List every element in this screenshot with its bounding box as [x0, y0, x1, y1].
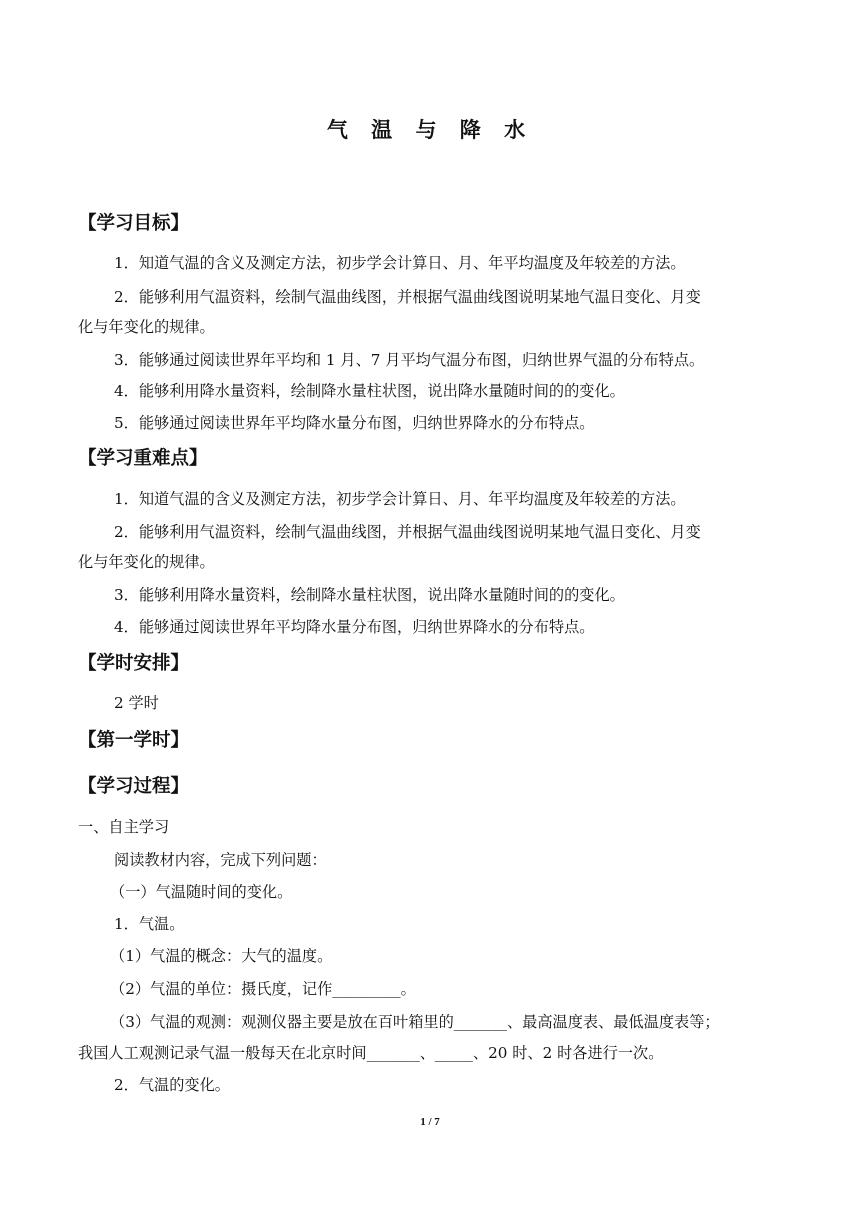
objectives-heading: 【学习目标】 — [78, 213, 190, 234]
keypoints-line: 3．能够利用降水量资料，绘制降水量柱状图，说出降水量随时间的的变化。 — [114, 586, 625, 604]
process-line: （1）气温的概念：大气的温度。 — [110, 947, 333, 965]
schedule-heading: 【学时安排】 — [78, 653, 190, 674]
objectives-line: 5．能够通过阅读世界年平均降水量分布图，归纳世界降水的分布特点。 — [114, 414, 595, 432]
objectives-line: 1．知道气温的含义及测定方法，初步学会计算日、月、年平均温度及年较差的方法。 — [114, 254, 686, 272]
objectives-line: 3．能够通过阅读世界年平均和 1 月、7 月平均气温分布图，归纳世界气温的分布特点。 — [114, 351, 705, 369]
process-line: （一）气温随时间的变化。 — [110, 883, 293, 901]
keypoints-line: 1．知道气温的含义及测定方法，初步学会计算日、月、年平均温度及年较差的方法。 — [114, 490, 686, 508]
process-line: 2．气温的变化。 — [114, 1076, 230, 1094]
keypoints-line: 2．能够利用气温资料，绘制气温曲线图，并根据气温曲线图说明某地气温日变化、月变 — [114, 523, 701, 541]
page-title: 气 温 与 降 水 — [326, 118, 534, 142]
process-line: 我国人工观测记录气温一般每天在北京时间_______、_____、20 时、2 时各进行一次。 — [78, 1044, 664, 1062]
process-line: （3）气温的观测：观测仪器主要是放在百叶箱里的_______、最高温度表、最低温度表等； — [110, 1013, 720, 1031]
page-number: 1 / 7 — [420, 1116, 440, 1128]
keypoints-line: 4．能够通过阅读世界年平均降水量分布图，归纳世界降水的分布特点。 — [114, 618, 595, 636]
process-line: （2）气温的单位：摄氏度，记作_________。 — [110, 980, 416, 998]
first-period-heading: 【第一学时】 — [78, 730, 190, 751]
process-heading: 【学习过程】 — [78, 776, 190, 797]
keypoints-line: 化与年变化的规律。 — [78, 553, 215, 571]
schedule-text: 2 学时 — [114, 694, 159, 712]
keypoints-heading: 【学习重难点】 — [78, 448, 208, 469]
objectives-line: 化与年变化的规律。 — [78, 318, 215, 336]
objectives-line: 4．能够利用降水量资料，绘制降水量柱状图，说出降水量随时间的的变化。 — [114, 382, 625, 400]
process-line: 1．气温。 — [114, 915, 185, 933]
objectives-line: 2．能够利用气温资料，绘制气温曲线图，并根据气温曲线图说明某地气温日变化、月变 — [114, 288, 701, 306]
process-line: 阅读教材内容，完成下列问题： — [114, 851, 327, 869]
process-line: 一、自主学习 — [78, 818, 170, 836]
